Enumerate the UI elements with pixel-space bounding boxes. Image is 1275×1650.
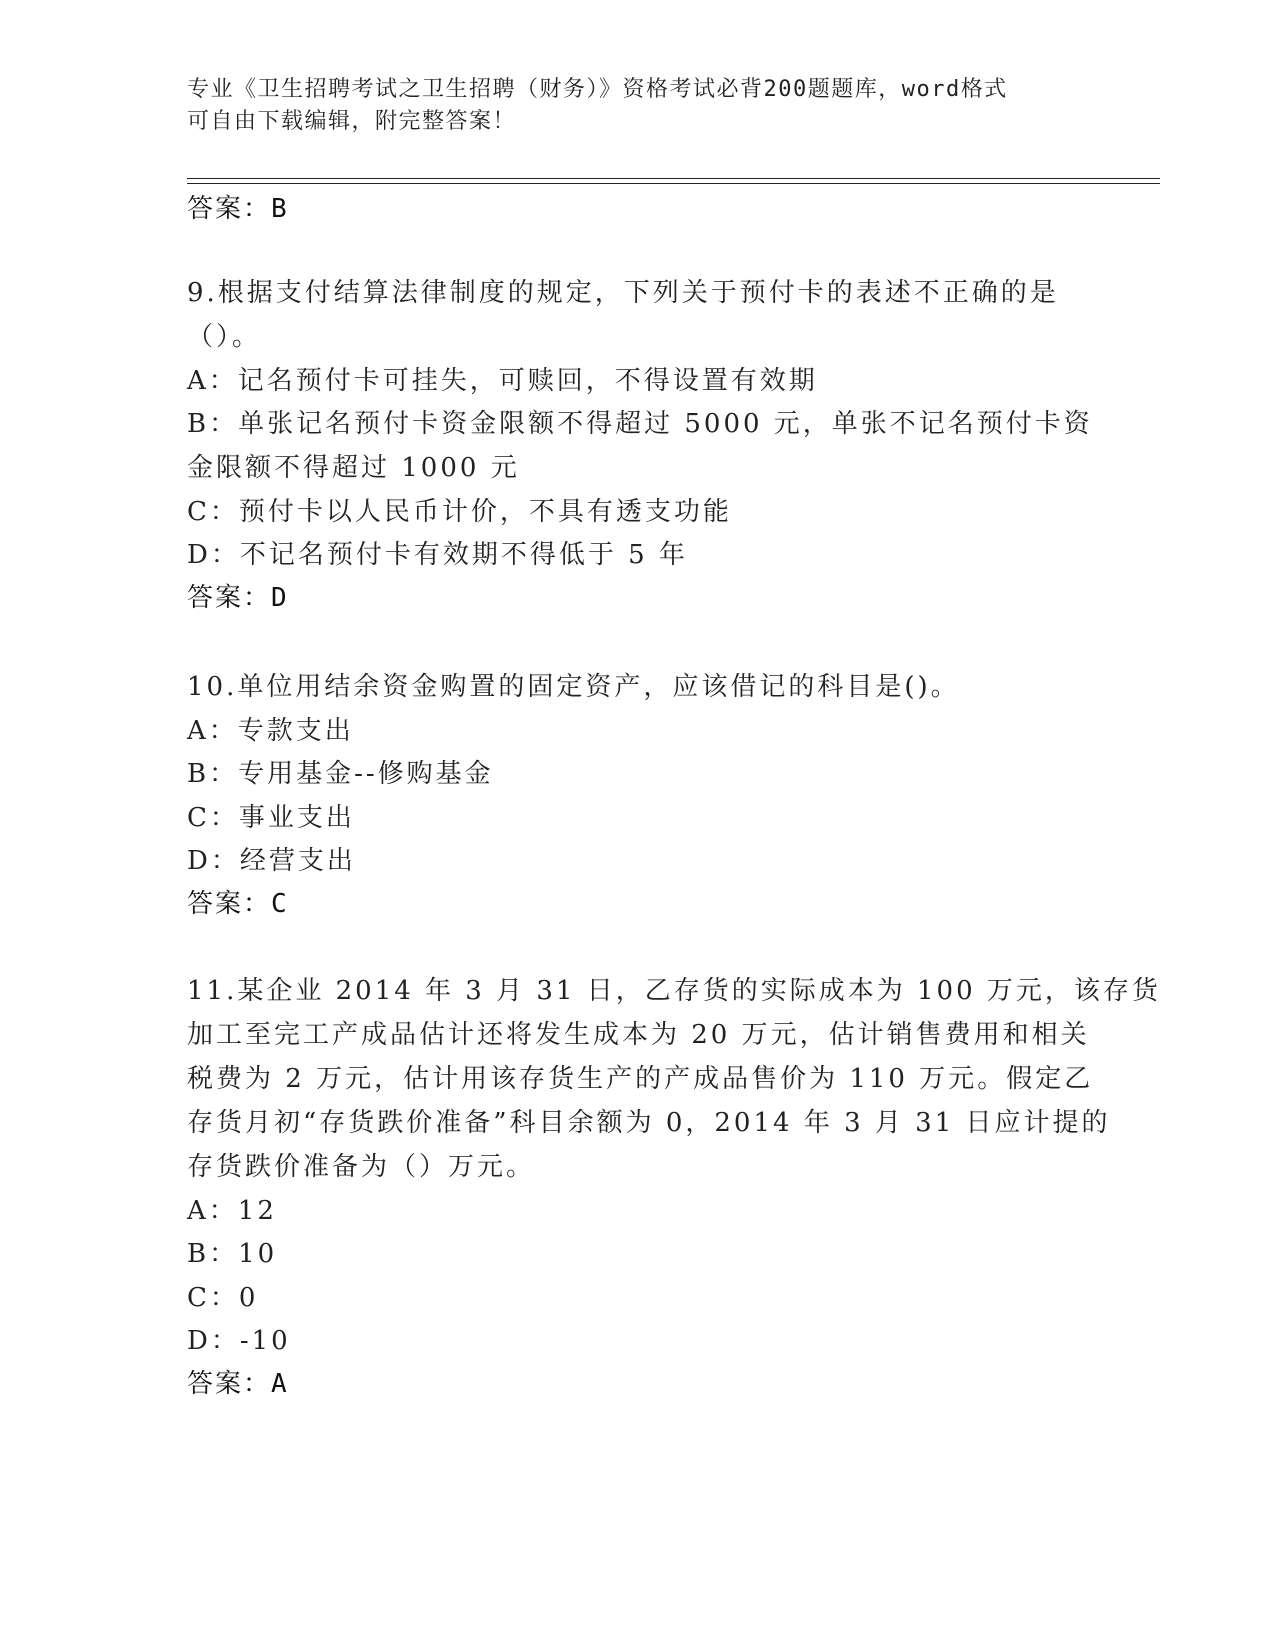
answer-label: 答案： [187,194,272,224]
option-b: B：10 [187,1239,278,1269]
header-rule-bottom [187,183,1160,184]
header-rule-top [187,178,1160,179]
option-b: B：单张记名预付卡资金限额不得超过 5000 元，单张不记名预付卡资 [187,409,1093,439]
answer-label: 答案： [187,889,272,919]
header-line-2: 可自由下载编辑，附完整答案！ [187,109,517,134]
document-header [187,74,1077,138]
answer-value: C [271,889,289,919]
answer-label: 答案： [187,583,272,613]
option-a: A：12 [187,1196,277,1226]
answer-value: A [271,1369,289,1399]
answer-line [187,577,289,614]
option-a: A：记名预付卡可挂失，可赎回，不得设置有效期 [187,366,818,396]
question-stem-line: 9.根据支付结算法律制度的规定，下列关于预付卡的表述不正确的是 [187,278,1059,308]
option-a: A：专款支出 [187,716,354,746]
option-d: D：经营支出 [187,846,356,876]
option-b-continued: 金限额不得超过 1000 元 [187,453,520,483]
option-d: D：-10 [187,1326,291,1356]
question-stem-line: 11.某企业 2014 年 3 月 31 日，乙存货的实际成本为 100 万元，该存货 [187,976,1161,1006]
answer-line [187,188,289,225]
option-b: B：专用基金--修购基金 [187,759,494,789]
question-stem-line: 10.单位用结余资金购置的固定资产，应该借记的科目是()。 [187,672,960,702]
question-stem-line: 存货月初“存货跌价准备”科目余额为 0，2014 年 3 月 31 日应计提的 [187,1108,1111,1138]
question-stem-line: 税费为 2 万元，估计用该存货生产的产成品售价为 110 万元。假定乙 [187,1064,1094,1094]
question-stem-line: （）。 [187,322,262,352]
option-c: C：事业支出 [187,803,355,833]
option-c: C：0 [187,1283,259,1313]
option-d: D：不记名预付卡有效期不得低于 5 年 [187,540,688,570]
option-c: C：预付卡以人民币计价，不具有透支功能 [187,497,732,527]
answer-label: 答案： [187,1369,272,1399]
answer-value: B [271,194,289,224]
header-line-1: 专业《卫生招聘考试之卫生招聘（财务）》资格考试必背200题题库，word格式 [187,77,1008,102]
answer-line [187,1363,289,1400]
answer-line [187,883,289,920]
question-stem-line: 加工至完工产成品估计还将发生成本为 20 万元，估计销售费用和相关 [187,1020,1090,1050]
question-stem-line: 存货跌价准备为（）万元。 [187,1152,536,1182]
answer-value: D [271,583,289,613]
